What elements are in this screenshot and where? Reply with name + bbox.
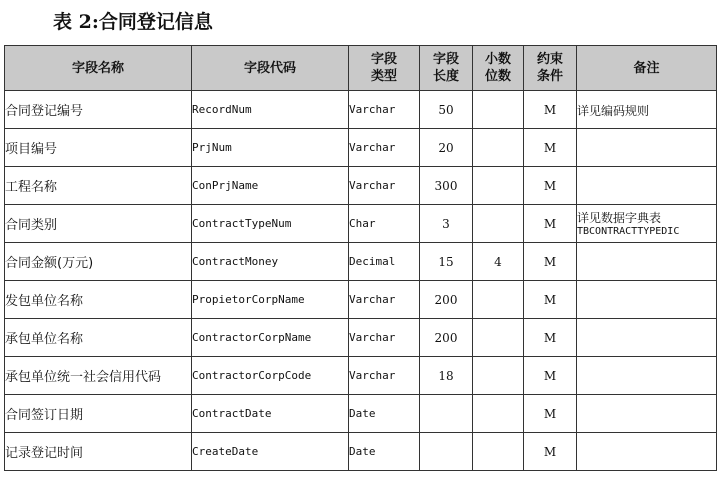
table-row	[5, 357, 717, 395]
field-name-cell: 合同登记编号	[5, 91, 192, 129]
field-type-cell: Date	[349, 433, 420, 471]
field-table	[4, 45, 717, 471]
decimals-cell	[473, 319, 524, 357]
table-row	[5, 91, 717, 129]
decimals-cell	[473, 281, 524, 319]
table-row	[5, 129, 717, 167]
table-row	[5, 167, 717, 205]
field-length-cell: 200	[420, 319, 473, 357]
field-type-cell: Decimal	[349, 243, 420, 281]
note-cell	[577, 243, 717, 281]
header-constraint-line-2: 条件	[536, 69, 563, 84]
decimals-cell	[473, 167, 524, 205]
constraint-cell: M	[524, 357, 577, 395]
note-line: 详见编码规则	[577, 103, 650, 118]
decimals-cell	[473, 395, 524, 433]
table-row	[5, 205, 717, 243]
constraint-cell: M	[524, 395, 577, 433]
note-cell	[577, 281, 717, 319]
field-length-cell: 18	[420, 357, 473, 395]
field-code-cell: ContractorCorpName	[192, 319, 349, 357]
field-length-cell: 200	[420, 281, 473, 319]
field-name-cell: 合同金额(万元)	[5, 243, 192, 281]
header-field-length-line-1: 字段	[432, 52, 459, 67]
note-cell	[577, 319, 717, 357]
table-row	[5, 395, 717, 433]
header-field-name: 字段名称	[5, 46, 192, 91]
field-code-cell: ContractDate	[192, 395, 349, 433]
decimals-cell	[473, 357, 524, 395]
header-field-code: 字段代码	[192, 46, 349, 91]
field-type-cell: Char	[349, 205, 420, 243]
constraint-cell: M	[524, 319, 577, 357]
decimals-cell	[473, 91, 524, 129]
field-name-cell: 发包单位名称	[5, 281, 192, 319]
header-decimals-line-2: 位数	[484, 69, 511, 84]
field-code-cell: PrjNum	[192, 129, 349, 167]
field-code-cell: ContractMoney	[192, 243, 349, 281]
field-length-cell	[420, 395, 473, 433]
field-name-cell: 承包单位名称	[5, 319, 192, 357]
field-length-cell	[420, 433, 473, 471]
header-field-type	[349, 46, 420, 91]
field-rows	[5, 91, 717, 471]
field-length-cell: 3	[420, 205, 473, 243]
field-type-cell: Varchar	[349, 357, 420, 395]
field-code-cell: CreateDate	[192, 433, 349, 471]
field-type-cell: Varchar	[349, 167, 420, 205]
header-field-length	[420, 46, 473, 91]
field-type-cell: Varchar	[349, 91, 420, 129]
constraint-cell: M	[524, 167, 577, 205]
note-cell	[577, 205, 717, 243]
table-row	[5, 319, 717, 357]
note-line: TBCONTRACTTYPEDIC	[577, 225, 680, 237]
note-cell	[577, 433, 717, 471]
field-code-cell: ConPrjName	[192, 167, 349, 205]
constraint-cell: M	[524, 281, 577, 319]
header-constraint	[524, 46, 577, 91]
header-decimals	[473, 46, 524, 91]
table-row	[5, 281, 717, 319]
constraint-cell: M	[524, 205, 577, 243]
table-title: 表 2:合同登记信息	[53, 11, 213, 33]
header-note: 备注	[577, 46, 717, 91]
field-type-cell: Varchar	[349, 319, 420, 357]
note-line: 详见数据字典表	[577, 210, 662, 225]
note-cell	[577, 167, 717, 205]
field-name-cell: 工程名称	[5, 167, 192, 205]
field-length-cell: 20	[420, 129, 473, 167]
field-length-cell: 50	[420, 91, 473, 129]
field-code-cell: RecordNum	[192, 91, 349, 129]
field-type-cell: Date	[349, 395, 420, 433]
field-code-cell: ContractTypeNum	[192, 205, 349, 243]
field-code-cell: ContractorCorpCode	[192, 357, 349, 395]
note-cell	[577, 129, 717, 167]
decimals-cell	[473, 205, 524, 243]
table-row	[5, 243, 717, 281]
field-name-cell: 合同签订日期	[5, 395, 192, 433]
field-code-cell: PropietorCorpName	[192, 281, 349, 319]
header-field-type-line-2: 类型	[370, 69, 397, 84]
table-row	[5, 433, 717, 471]
header-row	[5, 46, 717, 91]
field-name-cell: 合同类别	[5, 205, 192, 243]
constraint-cell: M	[524, 433, 577, 471]
field-name-cell: 承包单位统一社会信用代码	[5, 357, 192, 395]
decimals-cell: 4	[473, 243, 524, 281]
header-field-length-line-2: 长度	[432, 69, 459, 84]
constraint-cell: M	[524, 243, 577, 281]
field-name-cell: 记录登记时间	[5, 433, 192, 471]
header-constraint-line-1: 约束	[536, 52, 563, 67]
decimals-cell	[473, 129, 524, 167]
field-type-cell: Varchar	[349, 281, 420, 319]
field-name-cell: 项目编号	[5, 129, 192, 167]
field-length-cell: 300	[420, 167, 473, 205]
constraint-cell: M	[524, 129, 577, 167]
note-cell	[577, 395, 717, 433]
field-length-cell: 15	[420, 243, 473, 281]
note-cell	[577, 91, 717, 129]
header-decimals-line-1: 小数	[484, 52, 511, 67]
decimals-cell	[473, 433, 524, 471]
note-cell	[577, 357, 717, 395]
field-type-cell: Varchar	[349, 129, 420, 167]
header-field-type-line-1: 字段	[370, 52, 397, 67]
constraint-cell: M	[524, 91, 577, 129]
